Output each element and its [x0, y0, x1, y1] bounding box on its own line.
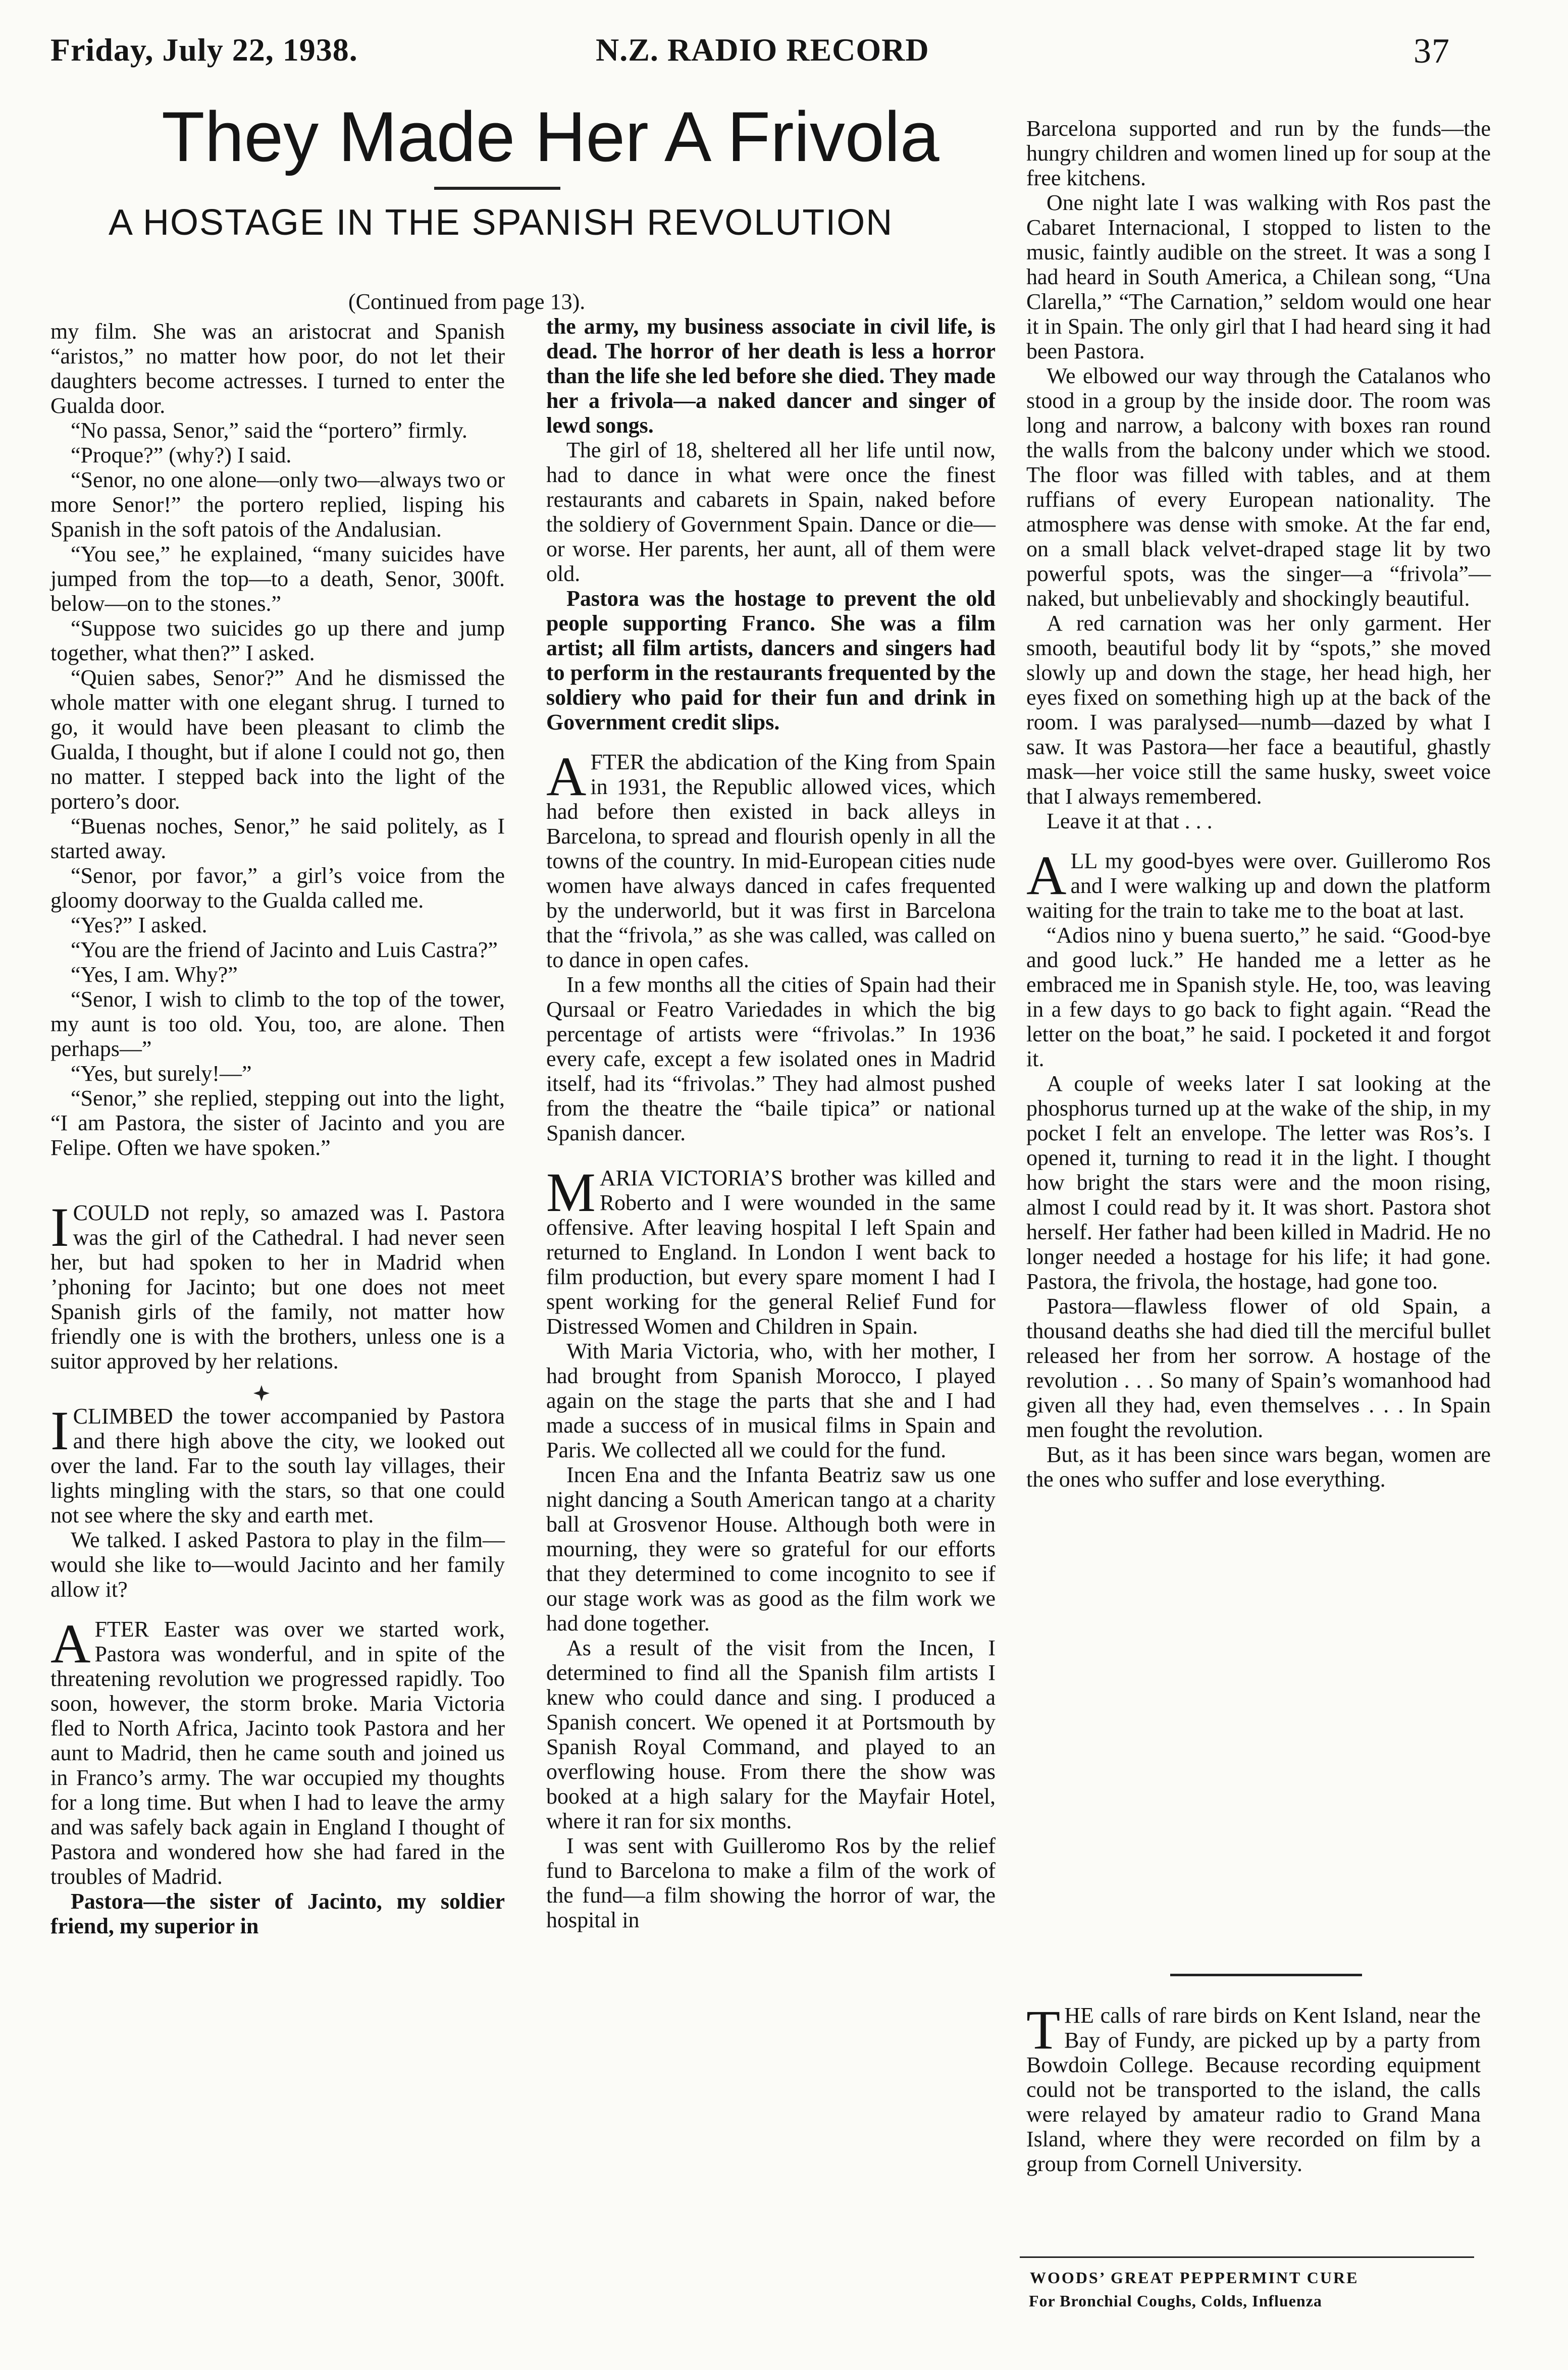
section-divider [1170, 1974, 1362, 1976]
article-subtitle: A HOSTAGE IN THE SPANISH REVOLUTION [109, 202, 894, 243]
advertisement-title: WOODS’ GREAT PEPPERMINT CURE [1030, 2269, 1359, 2287]
ad-divider [1020, 2256, 1474, 2258]
paragraph: In a few months all the cities of Spain had their Qursaal or Featro Variedades in which the big percentage of artists were “frivolas.” In 1936 every cafe, except a few isolated ones in Madrid itself, had its “frivolas.” They had almost pushed from the theatre the “baile tipica” or national Spanish dancer. [546, 972, 996, 1145]
paragraph: “You see,” he explained, “many suicides have jumped from the top—to a death, Senor, 300ft. below—on to the stones.” [50, 542, 505, 616]
paragraph: One night late I was walking with Ros past the Cabaret Internacional, I stopped to listen to the music, faintly audible on the street. It was a song I had heard in South America, a Chilean song, “Una Clarella,” “The Carnation,” seldom would one hear it in Spain. The only girl that I had heard sing it had been Pastora. [1026, 190, 1491, 363]
paragraph: Pastora—the sister of Jacinto, my soldier friend, my superior in [50, 1889, 505, 1938]
ornament-icon [252, 1384, 271, 1402]
paragraph: “Yes, but surely!—” [71, 1061, 252, 1086]
section-paragraph: ICLIMBED the tower accompanied by Pastora and there high above the city, we looked out over the land. Far to the south lay villages, their lights mingling with the stars, so that one could not see where the sky and earth met. [50, 1400, 505, 1528]
article-title: They Made Her A Frivola [162, 97, 939, 176]
paragraph: “Buenas noches, Senor,” he said politely, as I started away. [50, 814, 505, 863]
paragraph: As a result of the visit from the Incen, I determined to find all the Spanish film artists I knew who could dance and sing. I produced a Spanish concert. We opened it at Portsmouth by Spanish Royal Command, and played to an overflowing house. From there the show was booked at a high salary for the Mayfair Hotel, where it ran for six months. [546, 1636, 996, 1833]
section-paragraph: AFTER the abdication of the King from Spain in 1931, the Republic allowed vices, which had before then existed in back alleys in Barcelona, to spread and flourish openly in all the towns of the country. In mid-European cities nude women have always danced in cafes frequented by the underworld, but it was first in Barcelona that the “frivola,” as she was called, was called on to dance in open cafes. [546, 746, 996, 972]
paragraph: “Yes, I am. Why?” [71, 962, 238, 987]
paragraph: We talked. I asked Pastora to play in the film—would she like to—would Jacinto and her family allow it? [50, 1528, 505, 1602]
paragraph: A couple of weeks later I sat looking at the phosphorus turned up at the wake of the ship, in my pocket I felt an envelope. The letter was Ros’s. I opened it, turning to read it in the light. I thought how bright the stars were and the moon rising, almost I could read by it. It was short. Pastora shot herself. Her father had been killed in Madrid. He no longer needed a hostage for his life; it had gone. Pastora, the frivola, the hostage, had gone too. [1026, 1071, 1491, 1294]
publication-name: N.Z. RADIO RECORD [596, 32, 929, 68]
title-rule [434, 187, 560, 190]
paragraph: the army, my business associate in civil life, is dead. The horror of her death is less a horror than the life she led before she died. They made her a frivola—a naked dancer and singer of lewd songs. [546, 314, 996, 438]
paragraph: Barcelona supported and run by the funds—the hungry children and women lined up for soup at the free kitchens. [1026, 116, 1491, 190]
note-paragraph: THE calls of rare birds on Kent Island, near the Bay of Fundy, are picked up by a party from Bowdoin College. Because recording equipment could not be transported to the island, the calls were relayed by amateur radio to Grand Mana Island, where they were recorded on film by a group from Cornell University. [1026, 1999, 1481, 2176]
section-paragraph: MARIA VICTORIA’S brother was killed and Roberto and I were wounded in the same offensive. After leaving hospital I left Spain and returned to England. In London I went back to film production, but every spare moment I had I spent working for the general Relief Fund for Distressed Women and Children in Spain. [546, 1162, 996, 1339]
paragraph: my film. She was an aristocrat and Spanish “aristos,” no matter how poor, do not let their daughters become actresses. I turned to enter the Gualda door. [50, 319, 505, 418]
paragraph: The girl of 18, sheltered all her life until now, had to dance in what were once the finest restaurants and cabarets in Spain, naked before the soldiery of Government Spain. Dance or die—or worse. Her parents, her aunt, all of them were old. [546, 438, 996, 586]
paragraph: With Maria Victoria, who, with her mother, I had brought from Spanish Morocco, I played again on the stage the parts that she and I had made a success of in musical films in Spain and Paris. We collected all we could for the fund. [546, 1339, 996, 1462]
paragraph: I was sent with Guilleromo Ros by the relief fund to Barcelona to make a film of the work of the fund—a film showing the horror of war, the hospital in [546, 1833, 996, 1932]
section-paragraph: ICOULD not reply, so amazed was I. Pastora was the girl of the Cathedral. I had never seen her, but had spoken to her in Madrid when ’phoning for Jacinto; but one does not meet Spanish girls of the family, not matter how friendly one is with the brothers, unless one is a suitor approved by her relations. [50, 1196, 505, 1374]
paragraph: “Senor, por favor,” a girl’s voice from the gloomy doorway to the Gualda called me. [50, 863, 505, 913]
continued-note: (Continued from page 13). [348, 289, 586, 314]
paragraph: “You are the friend of Jacinto and Luis Castra?” [71, 937, 498, 962]
paragraph: “Quien sabes, Senor?” And he dismissed the whole matter with one elegant shrug. I turned to go, it would have been pleasant to climb the Gualda, I thought, but if alone I could not go, then no matter. I stepped back into the light of the portero’s door. [50, 665, 505, 814]
paragraph: Incen Ena and the Infanta Beatriz saw us one night dancing a South American tango at a charity ball at Grosvenor House. Although both were in mourning, they were so grateful for our efforts that they determined to come incognito to see if our stage work was as good as the film work we had done together. [546, 1462, 996, 1636]
paragraph: “Senor,” she replied, stepping out into the light, “I am Pastora, the sister of Jacinto and you are Felipe. Often we have spoken.” [50, 1086, 505, 1160]
paragraph: “Suppose two suicides go up there and jump together, what then?” I asked. [50, 616, 505, 665]
paragraph: We elbowed our way through the Catalanos who stood in a group by the inside door. The room was long and narrow, a balcony with boxes ran round the walls from the balcony under which we stood. The floor was filled with tables, and at them ruffians of every European nationality. The atmosphere was dense with smoke. At the far end, on a small black velvet-draped stage lit by two powerful spots, was the singer—a “frivola”—naked, but unbelievably and shockingly beautiful. [1026, 363, 1491, 611]
section-paragraph: ALL my good-byes were over. Guilleromo Ros and I were walking up and down the platform waiting for the train to take me to the boat at last. [1026, 845, 1491, 923]
paragraph: Pastora—flawless flower of old Spain, a thousand deaths she had died till the merciful bullet released her from her sorrow. A hostage of the revolution . . . So many of Spain’s womanhood had given all they had, even themselves . . . In Spain men fought the revolution. [1026, 1294, 1491, 1442]
paragraph: Pastora was the hostage to prevent the old people supporting Franco. She was a film artist; all film artists, dancers and singers had to perform in the restaurants frequented by the soldiery who paid for their fun and drink in Government credit slips. [546, 586, 996, 734]
paragraph: “Yes?” I asked. [71, 913, 207, 937]
paragraph: A red carnation was her only garment. Her smooth, beautiful body lit by “spots,” she moved slowly up and down the stage, her head high, her eyes fixed on something high up at the back of the room. I was paralysed—numb—dazed by what I saw. It was Pastora—her face a beautiful, ghastly mask—her voice still the same husky, sweet voice that I always remembered. [1026, 611, 1491, 809]
column-1 [50, 319, 505, 1938]
section-paragraph: AFTER Easter was over we started work, Pastora was wonderful, and in spite of the threatening revolution we progressed rapidly. Too soon, however, the storm broke. Maria Victoria fled to North Africa, Jacinto took Pastora and her aunt to Madrid, then he came south and joined us in Franco’s army. The war occupied my thoughts for a long time. But when I had to leave the army and was safely back again in England I thought of Pastora and wondered how she had fared in the troubles of Madrid. [50, 1613, 505, 1889]
issue-date: Friday, July 22, 1938. [50, 32, 358, 68]
advertisement-subtitle: For Bronchial Coughs, Colds, Influenza [1029, 2292, 1322, 2310]
paragraph: Leave it at that . . . [1047, 809, 1213, 833]
column-3 [1026, 116, 1491, 1492]
paragraph: “Adios nino y buena suerto,” he said. “Good-bye and good luck.” He handed me a letter as he embraced me in Spanish style. He, too, was leaving in a few days to go back to fight again. “Read the letter on the boat,” he said. I pocketed it and forgot it. [1026, 923, 1491, 1071]
paragraph: “Proque?” (why?) I said. [71, 443, 292, 467]
paragraph: “Senor, I wish to climb to the top of the tower, my aunt is too old. You, too, are alone. Then perhaps—” [50, 987, 505, 1061]
column-2 [546, 314, 996, 1932]
page-number: 37 [1414, 32, 1450, 71]
news-note [1026, 1999, 1481, 2176]
paragraph: “No passa, Senor,” said the “portero” firmly. [71, 418, 467, 443]
paragraph: “Senor, no one alone—only two—always two or more Senor!” the portero replied, lisping his Spanish in the soft patois of the Andalusian. [50, 467, 505, 542]
paragraph: But, as it has been since wars began, women are the ones who suffer and lose everything. [1026, 1442, 1491, 1492]
